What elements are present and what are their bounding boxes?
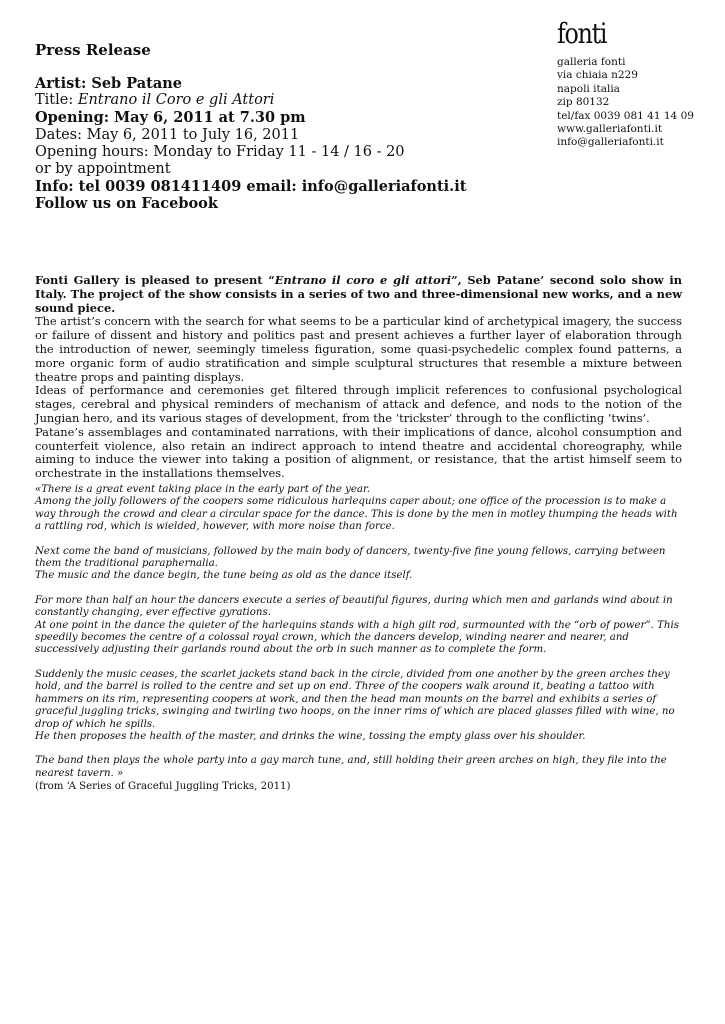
quote-spacer	[35, 743, 682, 755]
body-paragraph-2: Ideas of performance and ceremonies get filtered through implicit references to confusional psychological stages, cerebral and physical reminders of mechanism of attack and defence, and nods to the notion of the Jungian hero, and its various stages of development, from the ‘trickster’ through to the conflicting ‘twins’.	[35, 383, 682, 425]
quote-line-6: At one point in the dance the quieter of the harlequins stands with a high gilt rod, surmounted with the “orb of power”. This speedily becomes the centre of a colossal royal crown, which the dancers develop, winding nearer and nearer, and successively adjusting their garlands round about the orb in such manner as to complete the form.	[35, 619, 679, 656]
gallery-zip: zip 80132	[557, 96, 610, 109]
gallery-website: www.galleriafonti.it	[557, 123, 663, 136]
lead-text-start: Fonti Gallery is pleased to present “	[35, 273, 275, 287]
quote-line-8: He then proposes the health of the master, and drinks the wine, tossing the empty glass over his shoulder.	[35, 730, 586, 742]
gallery-street: via chiaia n229	[557, 69, 638, 82]
body-paragraph-1: The artist’s concern with the search for what seems to be a particular kind of archetypical imagery, the success or failure of dissent and history and politics past and present achieves a further layer of elaboration through the introduction of newer, seemingly timeless figuration, some quasi-psychedelic complex found patterns, a more organic form of audio stratification and simple sculptural structures that resemble a mixture between theatre props and painting displays.	[35, 314, 682, 384]
gallery-city: napoli italia	[557, 82, 620, 95]
body-text	[35, 274, 682, 481]
facebook-line: Follow us on Facebook	[35, 195, 218, 213]
quote-line-3: Next come the band of musicians, followed by the main body of dancers, twenty-five fine young fellows, carrying between them the traditional paraphernalia.	[35, 545, 666, 570]
body-paragraph-3: Patane’s assemblages and contaminated narrations, with their implications of dance, alcohol consumption and counterfeit violence, also retain an indirect approach to intend theatre and accidental choreography, while aiming to induce the viewer into taking a position of alignment, or resistance, that the artist himself seem to orchestrate in the installations themselves.	[35, 424, 682, 481]
info-line: Info: tel 0039 081411409 email: info@galleriafonti.it	[35, 178, 467, 196]
title-label: Title:	[35, 92, 78, 109]
header-block	[35, 41, 535, 213]
quote-line-4: The music and the dance begin, the tune being as old as the dance itself.	[35, 570, 413, 582]
title-line	[35, 92, 535, 109]
gallery-phone: tel/fax 0039 081 41 14 09	[557, 109, 694, 122]
gallery-contact-block	[557, 17, 717, 150]
dates-line: Dates: May 6, 2011 to July 16, 2011	[35, 126, 300, 143]
appointment-line: or by appointment	[35, 161, 171, 178]
opening-line: Opening: May 6, 2011 at 7.30 pm	[35, 109, 306, 127]
quote-line-5: For more than half an hour the dancers execute a series of beautiful figures, during which men and garlands wind about in constantly changing, ever effective gyrations.	[35, 594, 673, 619]
quote-spacer	[35, 534, 682, 546]
gallery-name: galleria fonti	[557, 56, 626, 68]
quote-spacer	[35, 657, 682, 669]
lead-text-end: ”, Seb Patane’ second solo show in Italy. The project of the show consists in a series of two and three-dimensional new works, and a new sound piece.	[35, 273, 683, 315]
quote-line-1: «There is a great event taking place in the early part of the year.	[35, 484, 370, 495]
quote-line-2: Among the jolly followers of the coopers some ridiculous harlequins caper about; one office of the procession is to make a way through the crowd and clear a circular space for the dance. This is done by the men in motley thumping the heads with a rattling rod, which is wielded, however, with more noise than force.	[35, 496, 678, 533]
quote-line-7: Suddenly the music ceases, the scarlet jackets stand back in the circle, divided from one another by the green arches they hold, and the barrel is rolled to the centre and set up on end. Three of the coopers walk around it, beating a tattoo with hammers on its rim, representing coopers at work, and then the head man mounts on the barrel and exhibits a series of graceful juggling tricks, swinging and twirling two hoops, on the inner rims of which are placed glasses filled with wine, no drop of which he spills.	[35, 668, 675, 730]
quote-line-9: The band then plays the whole party into a gay march tune, and, still holding their green arches on high, they file into the nearest tavern. »	[35, 755, 667, 779]
lead-paragraph	[35, 274, 682, 315]
gallery-logo: fonti	[557, 17, 607, 50]
gallery-email: info@galleriafonti.it	[557, 136, 664, 149]
title-value: Entrano il Coro e gli Attori	[77, 92, 275, 109]
quote-source: (from ‘A Series of Graceful Juggling Tricks, 2011)	[35, 781, 291, 792]
press-release-heading: Press Release	[35, 41, 151, 59]
lead-show-title: Entrano il coro e gli attori	[274, 273, 452, 287]
artist-line: Artist: Seb Patane	[35, 75, 183, 92]
hours-line: Opening hours: Monday to Friday 11 - 14 / 16 - 20	[35, 143, 405, 160]
quote-spacer	[35, 583, 682, 595]
quotation-block	[35, 484, 682, 780]
